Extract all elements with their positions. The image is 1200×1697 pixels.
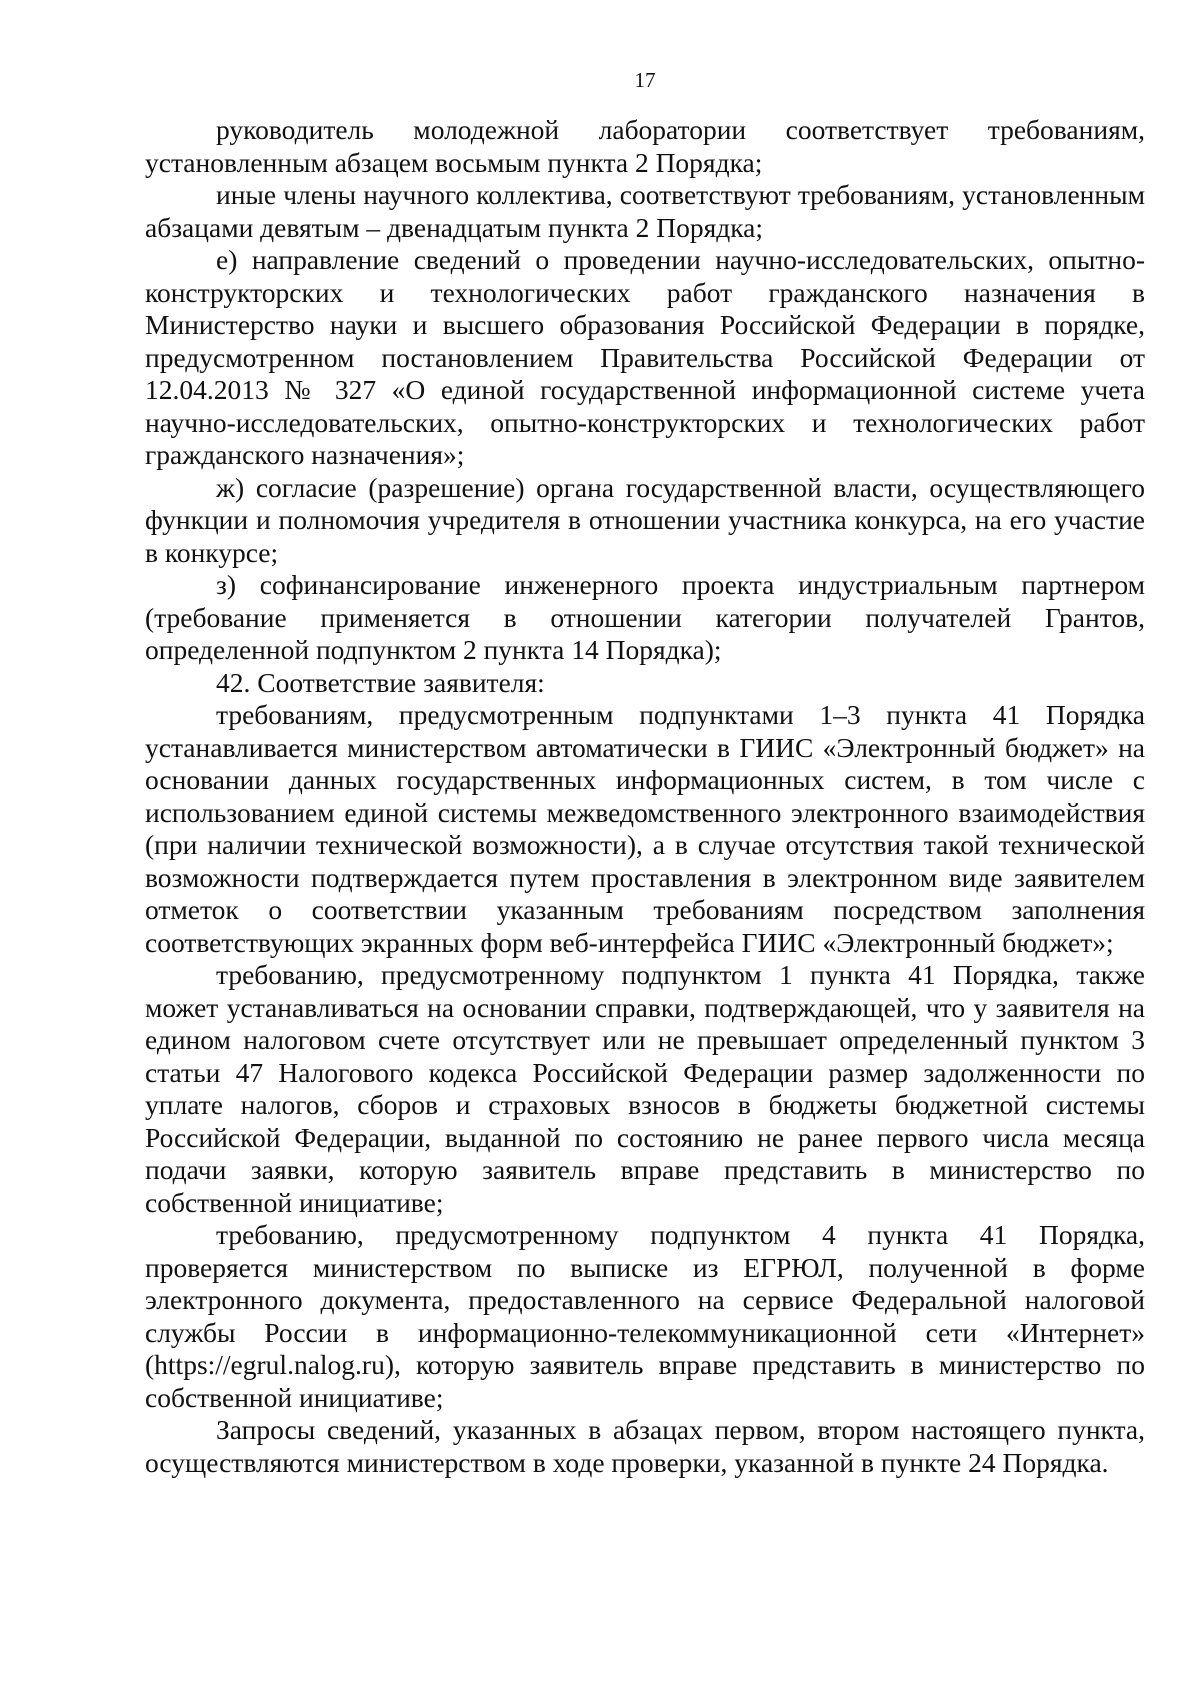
paragraph-requirement-4-egrul: требованию, предусмотренному подпунктом 4 пункта 41 Порядка, проверяется министерством по выписке из ЕГРЮЛ, полученной в форме электронного документа, предоставленного на сервисе Федеральной налоговой службы России в информационно-телекоммуникационной сети «Интернет» (https://egrul.nalog.ru), которую заявитель вправе представить в министерство по собственной инициативе;: [145, 1219, 1145, 1413]
paragraph-section-42-heading: 42. Соответствие заявителя:: [216, 666, 545, 698]
paragraph-information-requests: Запросы сведений, указанных в абзацах первом, втором настоящего пункта, осуществляются министерством в ходе проверки, указанной в пункте 24 Порядка.: [145, 1414, 1145, 1478]
paragraph-lab-head-requirements: руководитель молодежной лаборатории соответствует требованиям, установленным абзацем восьмым пункта 2 Порядка;: [145, 114, 1145, 178]
paragraph-item-z-cofinancing: з) софинансирование инженерного проекта индустриальным партнером (требование применяется в отношении категории получателей Грантов, определенной подпунктом 2 пункта 14 Порядка);: [145, 569, 1145, 665]
paragraph-item-e-research-info: е) направление сведений о проведении научно-исследовательских, опытно-конструкторских и технологических работ гражданского назначения в Министерство науки и высшего образования Российской Федерации в порядке, предусмотренном постановлением Правительства Российской Федерации от 12.04.2013 № 327 «О единой государственной информационной системе учета научно-исследовательских, опытно-конструкторских и технологических работ гражданского назначения»;: [145, 244, 1145, 470]
paragraph-team-members-requirements: иные члены научного коллектива, соответствуют требованиям, установленным абзацами девятым – двенадцатым пункта 2 Порядка;: [145, 179, 1145, 243]
document-page: [145, 68, 1145, 1479]
paragraph-item-zh-authority-consent: ж) согласие (разрешение) органа государственной власти, осуществляющего функции и полномочия учредителя в отношении участника конкурса, на его участие в конкурсе;: [145, 471, 1145, 568]
page-number: 17: [634, 68, 656, 92]
paragraph-requirement-1-tax-certificate: требованию, предусмотренному подпунктом 1 пункта 41 Порядка, также может устанавливаться на основании справки, подтверждающей, что у заявителя на едином налоговом счете отсутствует или не превышает определенный пунктом 3 статьи 47 Налогового кодекса Российской Федерации размер задолженности по уплате налогов, сборов и страховых взносов в бюджеты бюджетной системы Российской Федерации, выданной по состоянию не ранее первого числа месяца подачи заявки, которую заявитель вправе представить в министерство по собственной инициативе;: [145, 959, 1145, 1218]
paragraph-requirements-1-3: требованиям, предусмотренным подпунктами 1–3 пункта 41 Порядка устанавливается министерством автоматически в ГИИС «Электронный бюджет» на основании данных государственных информационных систем, в том числе с использованием единой системы межведомственного электронного взаимодействия (при наличии технической возможности), а в случае отсутствия такой технической возможности подтверждается путем проставления в электронном виде заявителем отметок о соответствии указанным требованиям посредством заполнения соответствующих экранных форм веб-интерфейса ГИИС «Электронный бюджет»;: [145, 699, 1145, 958]
